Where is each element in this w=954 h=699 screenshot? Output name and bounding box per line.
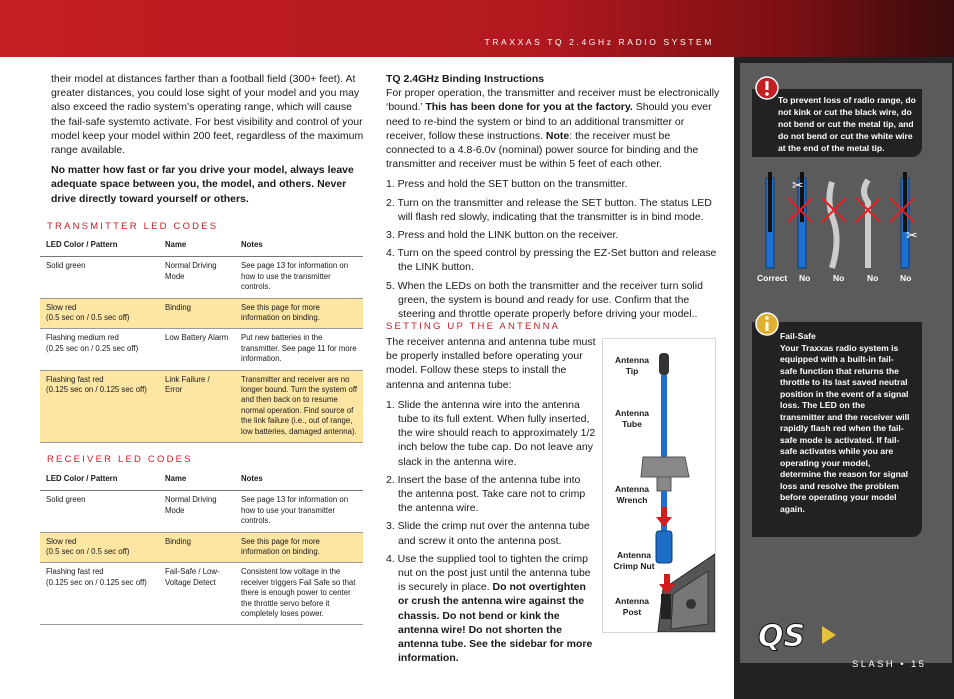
binding-text: : the receiver must be connected to a 4.8-6.0v (nominal) power source for binding and the transmitter and receiver must be within 5 feet of each other. (386, 129, 699, 171)
led-notes: Put new batteries in the transmitter. See page 11 for more information. (235, 329, 363, 370)
header-bar (0, 0, 954, 57)
led-pattern: Solid green (40, 257, 159, 298)
led-name: Fail-Safe / Low-Voltage Detect (159, 563, 235, 625)
intro-paragraph: their model at distances farther than a football field (300+ feet). At greater distances, you could lose sight of your model and you may also exceed the radio system’s operating range, which will cause the fail-safe systemto activate. For best visibility and control of your model keep your model within 200 feet, regardless of the maximum range available. (51, 73, 364, 157)
table-row (40, 298, 363, 329)
led-pattern: Slow red (0.5 sec on / 0.5 sec off) (40, 532, 159, 563)
failsafe-title: Fail-Safe (780, 331, 816, 341)
page-footer: SLASH • 15 (852, 659, 927, 670)
label-antenna-tube: Antenna Tube (615, 408, 649, 429)
led-notes: See page 13 for information on how to use the transmitter controls. (235, 257, 363, 298)
note-label: Note (545, 129, 570, 142)
left-column (51, 72, 369, 212)
antenna-instructions (386, 335, 596, 669)
sidebar-warning-text: To prevent loss of radio range, do not kink or cut the black wire, do not bend or cut the metal tip, and do not bend or cut the white wire at the end of the metal tip. (778, 95, 916, 153)
step4-warning: Do not overtighten or crush the antenna wire against the chassis. Do not bend or kink the antenna wire! Do not shorten the antenna tube. See the sidebar for more information. (398, 581, 593, 665)
led-name: Binding (159, 532, 235, 563)
binding-text: For proper operation, the transmitter and receiver must be electronically ‘bound.’ (386, 87, 720, 114)
label-antenna-tip: Antenna Tip (615, 355, 649, 376)
right-column (386, 72, 720, 325)
receiver-led-heading: RECEIVER LED CODES (47, 454, 193, 465)
antenna-heading: SETTING UP THE ANTENNA (386, 321, 561, 332)
binding-steps (386, 177, 720, 321)
receiver-led-table (40, 470, 363, 625)
list-item: 3. Slide the crimp nut over the antenna tube and screw it onto the antenna post. (386, 520, 590, 547)
list-item: 1. Press and hold the SET button on the transmitter. (386, 178, 628, 191)
label-crimp-nut: Antenna Crimp Nut (613, 550, 655, 571)
binding-text: Should you ever need to re-bind the system or bind to an additional transmitter or receiver, follow these instructions. (386, 101, 712, 142)
led-notes: See this page for more information on binding. (235, 298, 363, 329)
table-row (40, 329, 363, 370)
binding-factory-note: This has been done for you at the factory. (425, 101, 633, 114)
transmitter-led-heading: TRANSMITTER LED CODES (47, 221, 219, 232)
col-header-name: Name (159, 236, 235, 257)
antenna-wire-examples (756, 172, 928, 272)
led-name: Low Battery Alarm (159, 329, 235, 370)
led-notes: Transmitter and receiver are no longer bound. Turn the system off and then back on to resume normal operation. Find source of the link failure (i.e., out of range, low batteries, damaged antenna). (235, 370, 363, 442)
binding-intro (386, 86, 720, 171)
antenna-intro: The receiver antenna and antenna tube must be properly installed before operating your model. Follow these steps to install the antenna and antenna tube: (386, 336, 596, 391)
label-no: No (799, 273, 811, 283)
label-antenna-post: Antenna Post (615, 596, 649, 617)
failsafe-info (780, 331, 910, 515)
table-row (40, 491, 363, 532)
table-row (40, 563, 363, 625)
col-header-pattern: LED Color / Pattern (40, 470, 159, 491)
list-item: 2. Turn on the transmitter and release the SET button. The status LED will flash red slowly, indicating that the transmitter is in bind mode. (386, 196, 712, 223)
led-name: Normal Driving Mode (159, 257, 235, 298)
led-pattern: Slow red (0.5 sec on / 0.5 sec off) (40, 298, 159, 329)
led-notes: See page 13 for information on how to use your transmitter controls. (235, 491, 363, 532)
label-no: No (867, 273, 879, 283)
col-header-notes: Notes (235, 236, 363, 257)
safety-warning: No matter how fast or far you drive your model, always leave adequate space between you, the model, and others. Never drive directly toward yourself or others. (51, 164, 354, 205)
list-item (386, 552, 596, 666)
led-name: Binding (159, 298, 235, 329)
col-header-name: Name (159, 470, 235, 491)
svg-text:✂: ✂ (906, 228, 918, 244)
page-title: TRAXXAS TQ 2.4GHz RADIO SYSTEM (484, 37, 714, 47)
antenna-steps (386, 398, 596, 666)
list-item: 5. When the LEDs on both the transmitter and the receiver turn solid green, the system is bound and ready for use. Confirm that the steering and throttle operate properly before driving your model.. (386, 279, 703, 321)
led-pattern: Flashing fast red (0.125 sec on / 0.125 sec off) (40, 563, 159, 625)
antenna-diagram (602, 338, 716, 633)
label-correct: Correct (757, 273, 788, 283)
info-icon (754, 311, 780, 337)
warning-icon (754, 75, 780, 101)
label-antenna-wrench: Antenna Wrench (615, 484, 649, 505)
label-no: No (833, 273, 845, 283)
logo-mark (758, 616, 836, 654)
list-item: 3. Press and hold the LINK button on the receiver. (386, 229, 619, 242)
col-header-notes: Notes (235, 470, 363, 491)
list-item: 1. Slide the antenna wire into the antenna tube to its full extent. When fully inserted, the wire should reach to approximately 1/2 inch below the tube cap. Do not leave any slack in the antenna wire. (386, 398, 596, 468)
table-row (40, 370, 363, 442)
label-no: No (900, 273, 912, 283)
table-row (40, 532, 363, 563)
led-name: Link Failure / Error (159, 370, 235, 442)
binding-title: TQ 2.4GHz Binding Instructions (386, 73, 545, 85)
qs-logo (758, 616, 836, 654)
step4-text: 4. Use the supplied tool to tighten the crimp nut on the post just until the antenna tube is securely in place. (386, 552, 591, 594)
list-item: 2. Insert the base of the antenna tube into the antenna post. Take care not to crimp the antenna wire. (386, 473, 586, 515)
led-pattern: Flashing medium red (0.25 sec on / 0.25 sec off) (40, 329, 159, 370)
table-row (40, 257, 363, 298)
svg-text:✂: ✂ (792, 178, 804, 194)
led-name: Normal Driving Mode (159, 491, 235, 532)
led-pattern: Flashing fast red (0.125 sec on / 0.125 sec off) (40, 370, 159, 442)
list-item: 4. Turn on the speed control by pressing the EZ-Set button and release the LINK button. (386, 247, 717, 274)
logo-text: QS (758, 619, 806, 654)
failsafe-body: Your Traxxas radio system is equipped with a built-in fail-safe function that returns the throttle to its last saved neutral position in the event of a signal loss. The LED on the transmitter and the receiver will rapidly flash red when the fail-safe mode is activated. If fail-safe activates while you are operating your model, determine the reason for signal loss and resolve the problem before operating your model again. (780, 342, 910, 514)
led-pattern: Solid green (40, 491, 159, 532)
col-header-pattern: LED Color / Pattern (40, 236, 159, 257)
led-notes: Consistent low voltage in the receiver triggers Fail Safe so that there is enough power to center the throttle servo before it completely loses power. (235, 563, 363, 625)
led-notes: See this page for more information on binding. (235, 532, 363, 563)
transmitter-led-table (40, 236, 363, 443)
